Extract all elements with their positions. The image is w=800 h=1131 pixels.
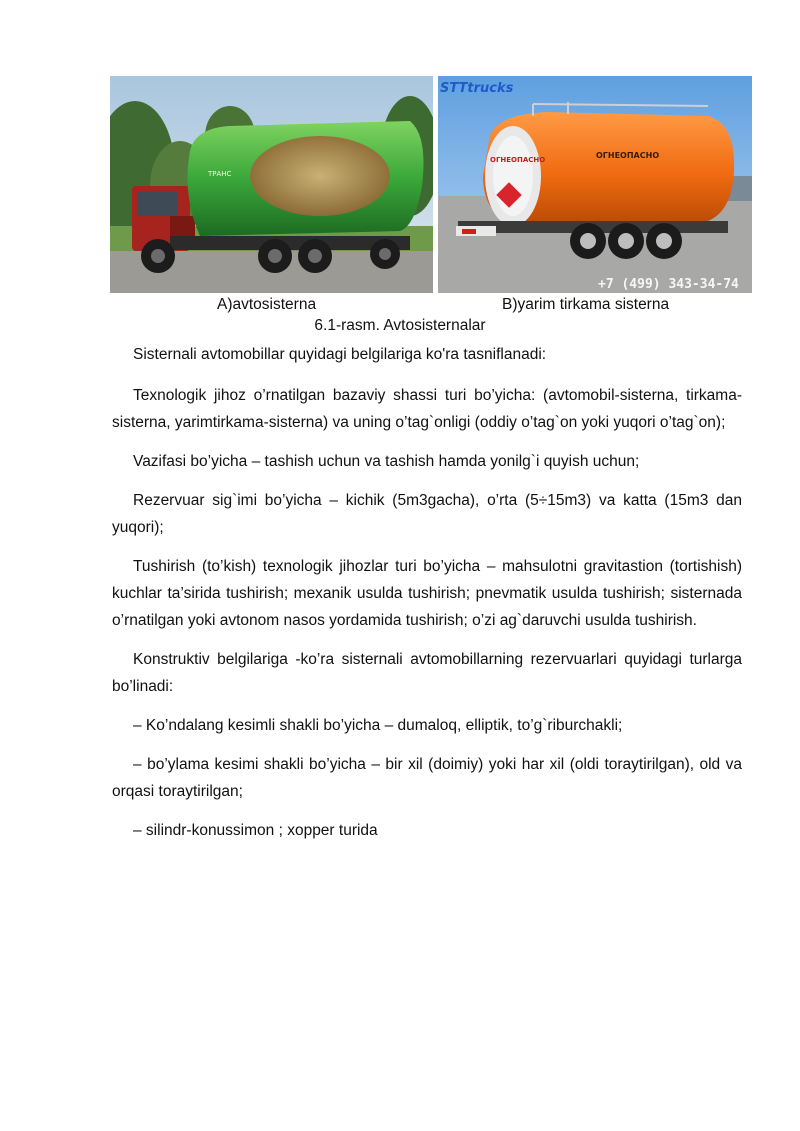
photo-yarim-tirkama-sisterna [438, 76, 752, 293]
tank-side-label: ОГНЕОПАСНО [596, 151, 660, 160]
paragraph: – silindr-konussimon ; xopper turida [133, 822, 378, 839]
paragraph: – bo’ylama kesimi shakli bo’yicha – bir xil (doimiy) yoki har xil (oldi toraytirilgan), old va orqasi toraytirilgan; [112, 756, 742, 800]
paragraph: Rezervuar sig`imi bo’yicha – kichik (5m3gacha), o’rta (5÷15m3) va katta (15m3 dan yuqori); [112, 492, 742, 536]
tank-logo: ТРАНС [208, 170, 232, 178]
paragraph: Texnologik jihoz o’rnatilgan bazaviy shassi turi bo’yicha: (avtomobil-sisterna, tirkama-sisterna, yarimtirkama-sisterna) va uning o’tag`onligi (oddiy o’tag`on yoki yuqori o’tag`on); [112, 387, 742, 431]
tanker-truck-image [110, 76, 433, 293]
paragraph: Tushirish (to’kish) texnologik jihozlar turi bo’yicha – mahsulotni gravitastion (tortishish) kuchlar ta’sirida tushirish; mexanik usulda tushirish; pnevmatik usulda tushirish; sisternada o’rnatilgan yoki avtonom nasos yordamida tushirish; o’zi ag`daruvchi usulda tushirish. [112, 558, 742, 629]
caption-a: A)avtosisterna [217, 296, 317, 313]
sttrucks-logo: STTtrucks [440, 81, 514, 96]
body-text [112, 341, 742, 856]
semitrailer-tank-image [438, 76, 752, 293]
paragraph: Konstruktiv belgilariga -ko’ra sisternali avtomobillarning rezervuarlari quyidagi turlarga bo’linadi: [112, 651, 742, 695]
caption-b: B)yarim tirkama sisterna [502, 296, 670, 313]
paragraph: Sisternali avtomobillar quyidagi belgilariga ko'ra tasniflanadi: [133, 346, 547, 363]
figure-title: 6.1-rasm. Avtosisternalar [314, 317, 486, 334]
tank-end-label: ОГНЕОПАСНО [490, 156, 546, 164]
paragraph: Vazifasi bo’yicha – tashish uchun va tashish hamda yonilg`i quyish uchun; [133, 453, 640, 470]
phone-watermark: +7 (499) 343-34-74 [598, 277, 739, 292]
paragraph: – Ko’ndalang kesimli shakli bo’yicha – dumaloq, elliptik, to’g`riburchakli; [133, 717, 623, 734]
photo-avtosisterna [110, 76, 433, 293]
